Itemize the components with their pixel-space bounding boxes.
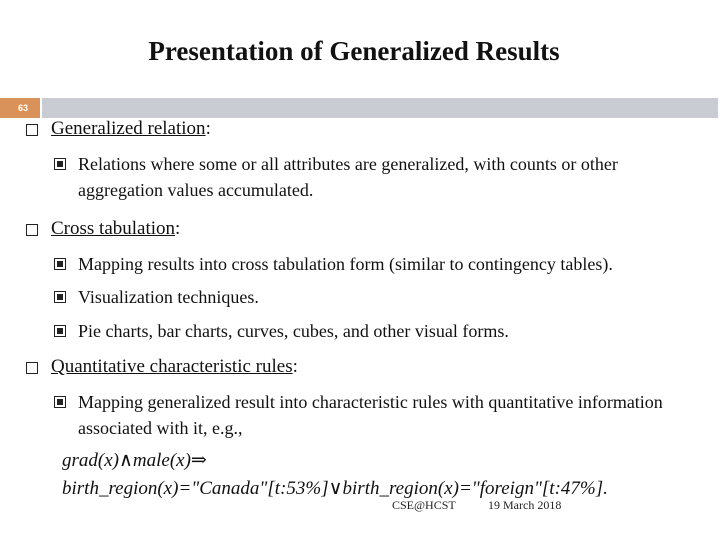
box-bullet-icon	[26, 224, 38, 236]
slide-title: Presentation of Generalized Results	[148, 36, 560, 66]
box-bullet-icon	[26, 362, 38, 374]
heading-cross-tabulation: Cross tabulation	[51, 218, 176, 239]
square-bullet-icon	[54, 325, 66, 337]
header-bar	[42, 98, 718, 118]
subitem-text: Pie charts, bar charts, curves, cubes, and other visual forms.	[78, 321, 509, 341]
slide-number: 63	[0, 98, 40, 118]
box-bullet-icon	[26, 124, 38, 136]
subitem-text: Visualization techniques.	[78, 287, 259, 307]
subitem-text: Mapping generalized result into characteristic rules with quantitative information associated with it, e.g.,	[78, 392, 663, 438]
square-bullet-icon	[54, 258, 66, 270]
footer-org: CSE@HCST	[392, 498, 456, 512]
rule-formula	[62, 447, 608, 503]
footer-date: 19 March 2018	[488, 498, 562, 512]
square-bullet-icon	[54, 291, 66, 303]
heading-generalized-relation: Generalized relation	[51, 118, 206, 139]
square-bullet-icon	[54, 396, 66, 408]
formula-line-1: grad(x)∧male(x)⇒	[62, 450, 207, 471]
subitem-text: Relations where some or all attributes are generalized, with counts or other aggregation values accumulated.	[78, 154, 618, 200]
formula-line-2: birth_region(x)="Canada"[t:53%]∨birth_region(x)="foreign"[t:47%].	[62, 478, 608, 499]
heading-quantitative-rules: Quantitative characteristic rules	[51, 356, 293, 377]
subitem-text: Mapping results into cross tabulation form (similar to contingency tables).	[78, 254, 613, 274]
square-bullet-icon	[54, 158, 66, 170]
